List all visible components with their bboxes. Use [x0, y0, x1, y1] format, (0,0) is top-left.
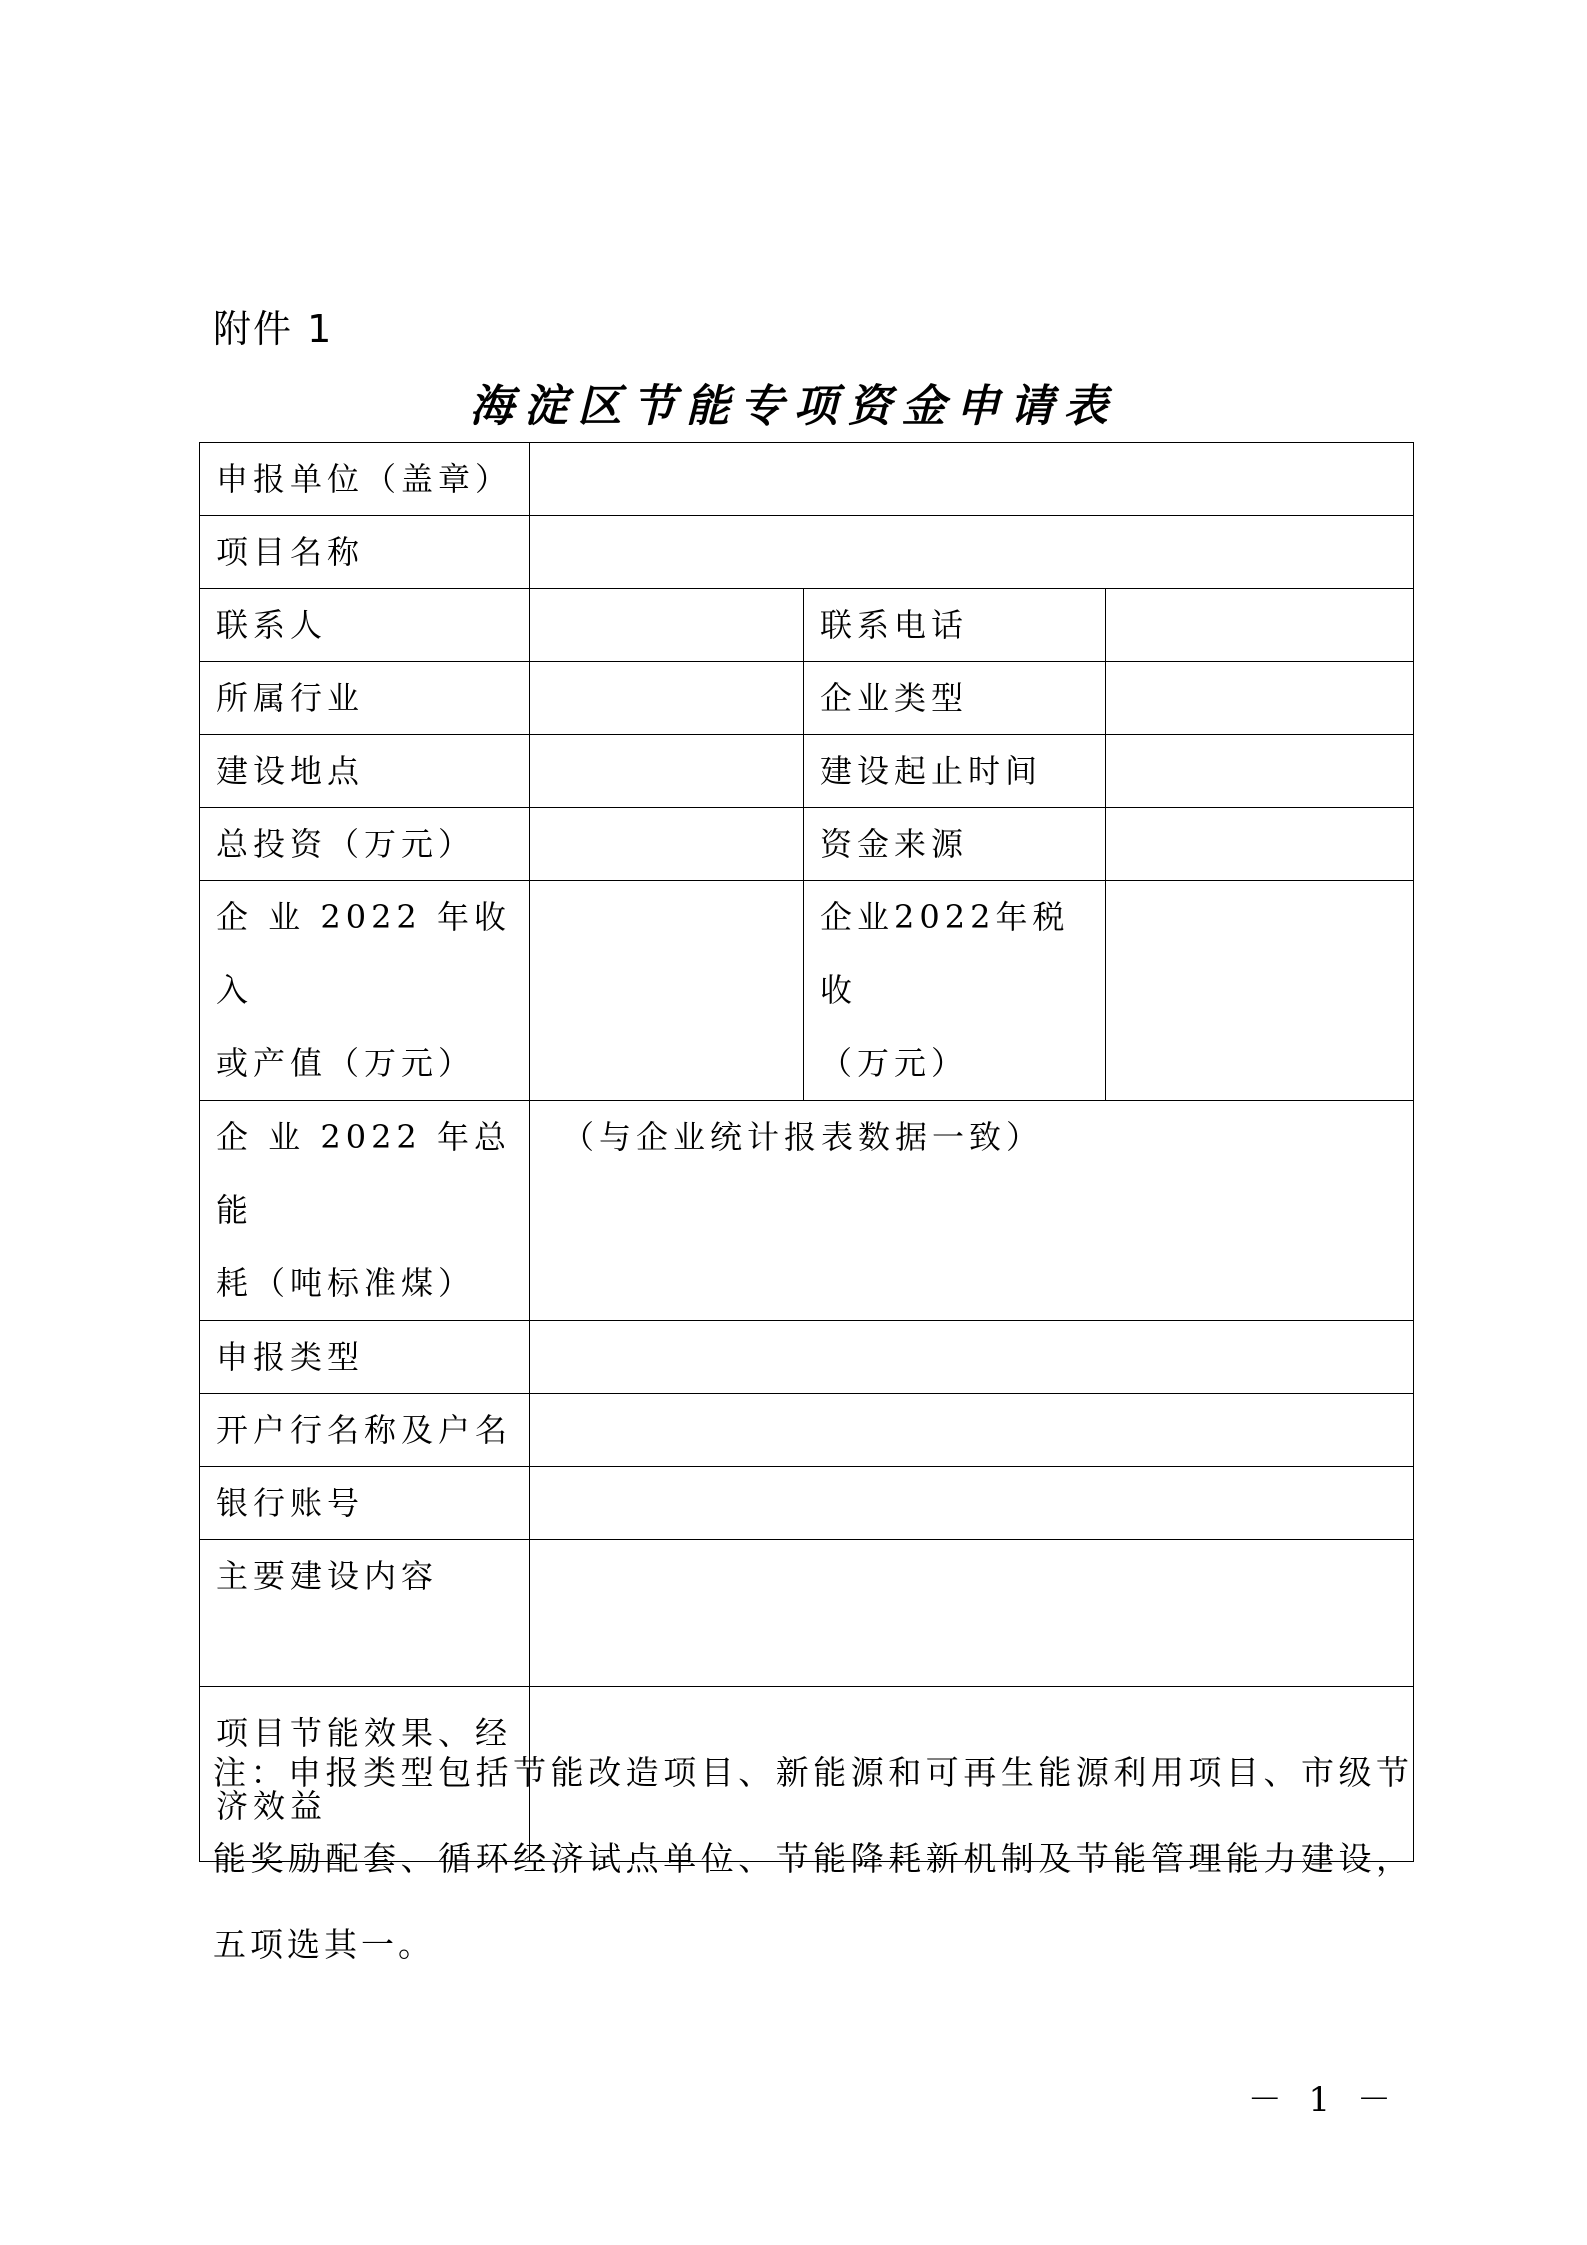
table-row — [200, 1321, 1414, 1394]
table-row — [200, 735, 1414, 808]
bank-account-field[interactable] — [530, 1467, 1414, 1540]
tax-label-line2: （万元） — [820, 1044, 969, 1082]
contact-field[interactable] — [530, 589, 804, 662]
energy-hint: （与企业统计报表数据一致） — [562, 1118, 1044, 1156]
phone-field[interactable] — [1106, 589, 1414, 662]
table-row — [200, 1101, 1414, 1321]
table-row — [200, 516, 1414, 589]
bank-account-label: 银行账号 — [200, 1467, 530, 1540]
tax-field[interactable] — [1106, 881, 1414, 1101]
location-field[interactable] — [530, 735, 804, 808]
tax-label-line1: 企业2022年税收 — [820, 898, 1070, 1009]
location-label: 建设地点 — [200, 735, 530, 808]
period-field[interactable] — [1106, 735, 1414, 808]
page-number: － 1 － — [1247, 2080, 1399, 2120]
bank-name-label: 开户行名称及户名 — [200, 1394, 530, 1467]
contact-label: 联系人 — [200, 589, 530, 662]
industry-field[interactable] — [530, 662, 804, 735]
table-row — [200, 808, 1414, 881]
energy-field[interactable] — [530, 1101, 1414, 1321]
energy-label-line2: 耗（吨标准煤） — [216, 1264, 476, 1302]
fund-source-field[interactable] — [1106, 808, 1414, 881]
bank-name-field[interactable] — [530, 1394, 1414, 1467]
investment-field[interactable] — [530, 808, 804, 881]
main-content-label: 主要建设内容 — [200, 1540, 530, 1687]
phone-label: 联系电话 — [804, 589, 1106, 662]
company-type-field[interactable] — [1106, 662, 1414, 735]
investment-label: 总投资（万元） — [200, 808, 530, 881]
period-label: 建设起止时间 — [804, 735, 1106, 808]
effect-label-line2: 济效益 — [216, 1787, 328, 1825]
table-row — [200, 1467, 1414, 1540]
table-row — [200, 662, 1414, 735]
project-name-label: 项目名称 — [200, 516, 530, 589]
revenue-label — [200, 881, 530, 1101]
applicant-label: 申报单位（盖章） — [200, 443, 530, 516]
effect-label-line1: 项目节能效果、经 — [216, 1714, 513, 1752]
form-title: 海淀区节能专项资金申请表 — [469, 381, 1118, 432]
form-note: 注：申报类型包括节能改造项目、新能源和可再生能源利用项目、市级节能奖励配套、循环经济试点单位、节能降耗新机制及节能管理能力建设，五项选其一。 — [213, 1753, 1413, 1964]
revenue-label-line2: 或产值（万元） — [216, 1044, 476, 1082]
table-row — [200, 443, 1414, 516]
energy-label-line1: 企 业 2022 年总能 — [216, 1118, 511, 1229]
industry-label: 所属行业 — [200, 662, 530, 735]
company-type-label: 企业类型 — [804, 662, 1106, 735]
revenue-label-line1: 企 业 2022 年收入 — [216, 898, 511, 1009]
project-name-field[interactable] — [530, 516, 1414, 589]
energy-label — [200, 1101, 530, 1321]
main-content-field[interactable] — [530, 1540, 1414, 1687]
table-row — [200, 1394, 1414, 1467]
application-form-table — [199, 442, 1414, 1862]
attachment-label: 附件 1 — [213, 307, 334, 351]
apply-type-field[interactable] — [530, 1321, 1414, 1394]
table-row — [200, 1540, 1414, 1687]
tax-label — [804, 881, 1106, 1101]
applicant-field[interactable] — [530, 443, 1414, 516]
apply-type-label: 申报类型 — [200, 1321, 530, 1394]
table-row — [200, 881, 1414, 1101]
fund-source-label: 资金来源 — [804, 808, 1106, 881]
revenue-field[interactable] — [530, 881, 804, 1101]
table-row — [200, 589, 1414, 662]
